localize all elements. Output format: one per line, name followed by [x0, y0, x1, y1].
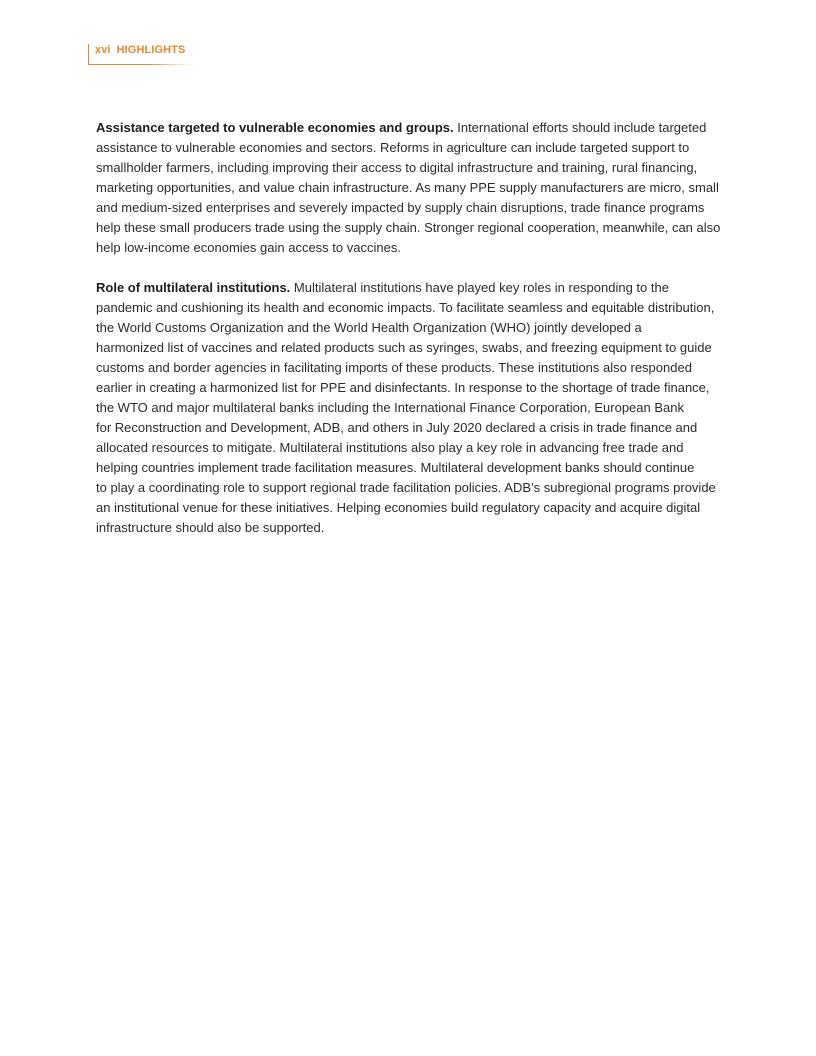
paragraph-line: smallholder farmers, including improving their access to digital infrastructure and training, rural financing, [96, 160, 698, 175]
page-number: xvi [95, 44, 111, 56]
paragraph-line: earlier in creating a harmonized list for PPE and disinfectants. In response to the shortage of trade finance, [96, 380, 710, 395]
paragraph-line: and medium-sized enterprises and severely impacted by supply chain disruptions, trade finance programs [96, 200, 705, 215]
paragraph-text: Multilateral institutions have played key roles in responding to the [290, 280, 669, 295]
paragraph-line [96, 118, 722, 138]
header-horizontal-rule [88, 64, 193, 65]
header-vertical-rule [88, 44, 89, 65]
paragraph-line: customs and border agencies in facilitating imports of these products. These institutions also responded [96, 360, 692, 375]
header-text [95, 44, 185, 57]
paragraph-line: to play a coordinating role to support regional trade facilitation policies. ADB’s subregional programs provide [96, 480, 716, 495]
body-content [96, 118, 722, 558]
paragraph-line [96, 278, 722, 298]
paragraph-line: pandemic and cushioning its health and economic impacts. To facilitate seamless and equitable distribution, [96, 300, 715, 315]
paragraph-line: help these small producers trade using the supply chain. Stronger regional cooperation, meanwhile, can also [96, 220, 721, 235]
paragraph-lead: Role of multilateral institutions. [96, 280, 291, 295]
paragraph-line: the WTO and major multilateral banks including the International Finance Corporation, European Bank [96, 400, 684, 415]
paragraph-line: harmonized list of vaccines and related products such as syringes, swabs, and freezing equipment to guide [96, 340, 712, 355]
paragraph-line: help low-income economies gain access to vaccines. [96, 240, 401, 255]
paragraph-vulnerable-assistance [96, 118, 722, 258]
paragraph-line: the World Customs Organization and the World Health Organization (WHO) jointly developed a [96, 320, 642, 335]
paragraph-line: assistance to vulnerable economies and sectors. Reforms in agriculture can include targeted support to [96, 140, 690, 155]
paragraph-text: International efforts should include targeted [453, 120, 707, 135]
paragraph-lead: Assistance targeted to vulnerable economies and groups. [96, 120, 454, 135]
section-title: HIGHLIGHTS [116, 44, 186, 56]
running-header [88, 44, 198, 65]
paragraph-line: an institutional venue for these initiatives. Helping economies build regulatory capacity and acquire digital [96, 500, 701, 515]
paragraph-line: allocated resources to mitigate. Multilateral institutions also play a key role in advancing free trade and [96, 440, 684, 455]
paragraph-line: for Reconstruction and Development, ADB, and others in July 2020 declared a crisis in trade finance and [96, 420, 698, 435]
paragraph-line: infrastructure should also be supported. [96, 520, 325, 535]
paragraph-line: marketing opportunities, and value chain infrastructure. As many PPE supply manufacturers are micro, small [96, 180, 719, 195]
paragraph-line: helping countries implement trade facilitation measures. Multilateral development banks should continue [96, 460, 695, 475]
paragraph-multilateral-institutions [96, 278, 722, 538]
